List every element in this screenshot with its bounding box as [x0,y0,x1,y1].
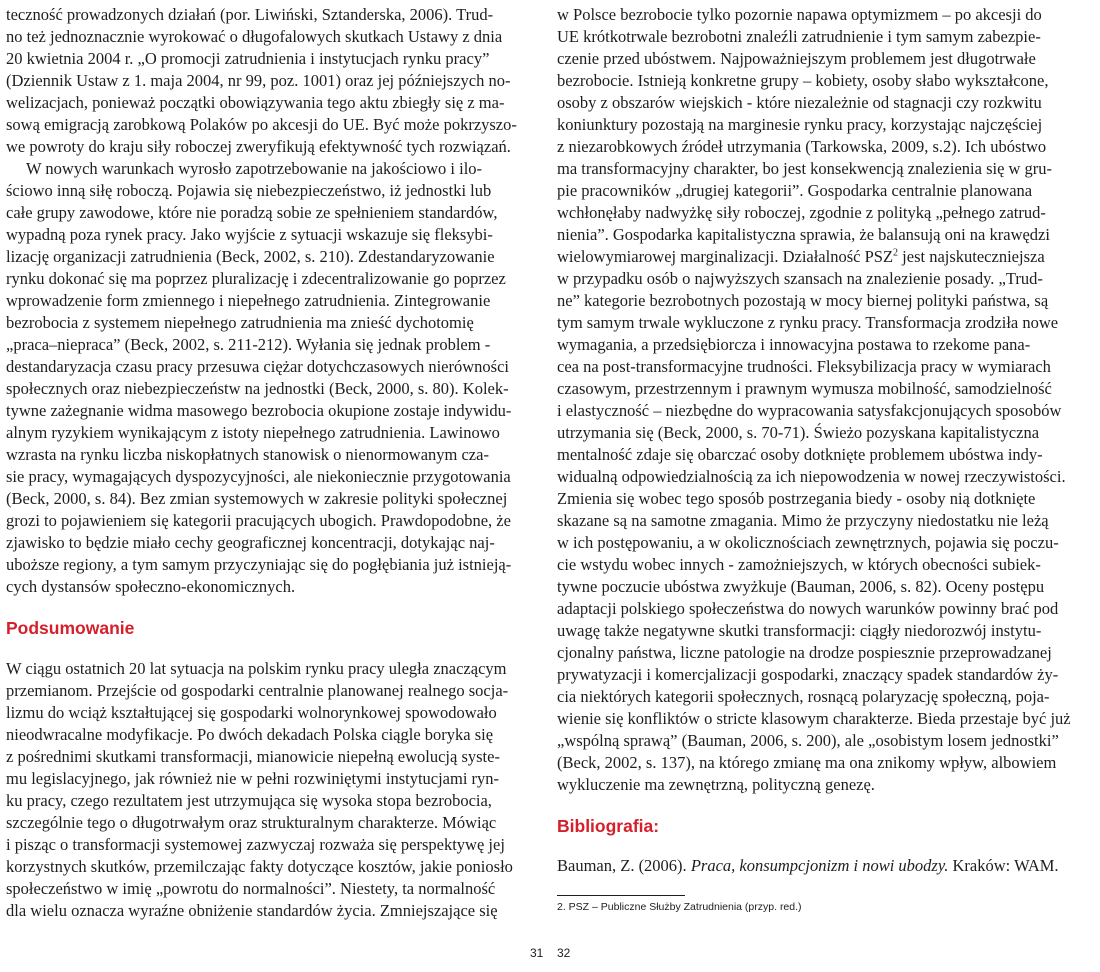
text-line: i pisząc o transformacji systemowej zazwyczaj rozważa się perspektywę jej [6,835,505,854]
text-line: alnym ryzykiem wynikającym z istoty niepełnego zatrudnienia. Lawinowo [6,423,500,442]
text-line: sową emigracją zarobkową Polaków po akcesji do UE. Być może pokrzyszo- [6,115,517,134]
text-line: Zmienia się wobec tego sposób postrzegania biedy - osoby nią dotknięte [557,489,1036,508]
text-line: cych dystansów społeczno-ekonomicznych. [6,577,296,596]
text-line: w Polsce bezrobocie tylko pozornie napawa optymizmem – po akcesji do [557,5,1042,24]
text-line: wprowadzenie form zmiennego i niepełnego zatrudnienia. Zintegrowanie [6,291,491,310]
text-line: ma transformacyjny charakter, bo jest konsekwencją znalezienia się w gru- [557,159,1053,178]
text-segment: jest najskuteczniejsza [898,247,1045,266]
text-line: koniunktury pozostają na marginesie rynku pracy, korzystając najczęściej [557,115,1043,134]
footnote-divider [557,895,685,896]
text-line: teczność prowadzonych działań (por. Liwiński, Sztanderska, 2006). Trud- [6,5,494,24]
text-line: społeczeństwo w imię „powrotu do normalności”. Niestety, ta normalność [6,879,496,898]
text-line: welizacjach, ponieważ początki obowiązywania tego aktu zbiegły się z ma- [6,93,505,112]
text-line: uboższe regiony, a tym samym przyczyniając się do pogłębiania już istnieją- [6,555,512,574]
text-line: tywne poczucie ubóstwa zwyżkuje (Bauman, 2006, s. 82). Oceny postępu [557,577,1045,596]
text-line: bezrobocie. Istnieją konkretne grupy – kobiety, osoby słabo wykształcone, [557,71,1049,90]
text-line: utrzymania się (Beck, 2000, s. 70-71). Świeżo pozyskana kapitalistyczna [557,423,1040,442]
text-line: (Dziennik Ustaw z 1. maja 2004, nr 99, poz. 1001) oraz jej późniejszych no- [6,71,511,90]
text-line: mentalność zdaje się obarczać osoby dotknięte problemem ubóstwa indy- [557,445,1043,464]
text-line: cie wstydu wobec innych - zamożniejszych, w których obecności subiek- [557,555,1041,574]
text-line: dla wielu oznacza wyraźne obniżenie standardów życia. Zmniejszające się [6,901,498,920]
bibliography-author-year: Bauman, Z. (2006). [557,856,691,875]
text-line: UE krótkotrwale bezrobotni znaleźli zatrudnienie i tym samym zabezpie- [557,27,1041,46]
bibliography-publisher: Kraków: WAM. [948,856,1059,875]
section-heading-summary: Podsumowanie [6,618,135,638]
page-number-right: 32 [557,946,571,960]
footnote: 2. PSZ – Publiczne Służby Zatrudnienia (przyp. red.) [557,901,802,913]
text-line: w ich postępowaniu, a w okolicznościach zewnętrznych, pojawia się poczu- [557,533,1059,552]
text-line: wypadną poza rynek pracy. Jako wyjście z sytuacji wskazuje się fleksybi- [6,225,493,244]
text-line [557,246,1094,268]
text-line: widualną odpowiedzialnością za ich niepowodzenia w nowej rzeczywistości. [557,467,1066,486]
text-line: nieodwracalne modyfikacje. Po dwóch dekadach Polska ciągle boryka się [6,725,494,744]
footnote-reference[interactable]: 2 [893,247,899,259]
text-line: tym samym trwale wykluczone z rynku pracy. Transformacja zrodziła nowe [557,313,1059,332]
text-line: korzystnych skutków, przemilczając fakty dotyczące kosztów, jakie poniosło [6,857,513,876]
text-line: cjonalny państwa, liczne patologie na drodze pospiesznie przeprowadzanej [557,643,1052,662]
text-line: tywne zażegnanie widma masowego bezrobocia okupione zostaje indywidu- [6,401,512,420]
text-line: (Beck, 2000, s. 84). Bez zmian systemowych w zakresie polityki społecznej [6,489,508,508]
text-line: i elastyczność – niezbędne do wypracowania satysfakcjonujących sposobów [557,401,1062,420]
text-line: we powroty do kraju siły roboczej zweryfikują efektywność tych rozwiązań. [6,137,511,156]
text-line: „praca–niepraca” (Beck, 2002, s. 211-212). Wyłania się jednak problem - [6,335,491,354]
text-line: bezrobocia z systemem niepełnego zatrudnienia ma znieść dychotomię [6,313,474,332]
text-line: „wspólną sprawą” (Bauman, 2006, s. 200), ale „osobistym losem jednostki” [557,731,1059,750]
bibliography-title: Praca, konsumpcjonizm i nowi ubodzy. [690,856,949,875]
text-line: przemianom. Przejście od gospodarki centralnie planowanej realnego socja- [6,681,509,700]
text-line: uwagę także negatywne skutki transformacji: ciągły niedorozwój instytu- [557,621,1042,640]
text-line: z niezarobkowych źródeł utrzymania (Tarkowska, 2009, s.2). Ich ubóstwo [557,137,1047,156]
text-line: społecznych oraz niebezpieczeństw na jednostki (Beck, 2000, s. 80). Kolek- [6,379,509,398]
text-line: skazane są na samotne zmagania. Mimo że przyczyny niedostatku nie leżą [557,511,1049,530]
text-line: lizację organizacji zatrudnienia (Beck, 2002, s. 210). Zdestandaryzowanie [6,247,495,266]
text-line: W ciągu ostatnich 20 lat sytuacja na polskim rynku pracy uległa znaczącym [6,659,507,678]
text-line: osoby z obszarów wiejskich - które niezależnie od stagnacji czy rozkwitu [557,93,1042,112]
text-line: lizmu do wciąż kształtującej się gospodarki wolnorynkowej spowodowało [6,703,497,722]
text-line: adaptacji polskiego społeczeństwa do nowych warunków powinny brać pod [557,599,1059,618]
text-line: wienie się konfliktów o stricte klasowym charakterze. Bieda przestaje być już [557,709,1071,728]
text-line: destandaryzacja czasu pracy przesuwa ciężar dotychczasowych nierówności [6,357,509,376]
text-line: wzrasta na rynku liczba niskopłatnych stanowisk o nienormowanym cza- [6,445,489,464]
text-line: sie pracy, wymagających dyspozycyjności, ale niekoniecznie przygotowania [6,467,511,486]
text-line: zjawisko to będzie miało cechy geograficznej koncentracji, dotykając naj- [6,533,495,552]
paragraph-continuation [6,4,544,158]
text-line: rynku dokonać się ma poprzez pluralizację i zdecentralizowanie go poprzez [6,269,506,288]
text-line: pie pracowników „drugiej kategorii”. Gospodarka centralnie planowana [557,181,1033,200]
text-line: no też jednoznacznie wyrokować o długofalowych skutkach Ustawy z dnia [6,27,503,46]
text-line: ku pracy, czego rezultatem jest utrzymująca się wysoka stopa bezrobocia, [6,791,492,810]
left-column [6,4,544,922]
paragraph-continuation [557,4,1094,796]
text-segment: wielowymiarowej marginalizacji. Działalność PSZ [557,247,894,266]
section-heading-bibliography: Bibliografia: [557,816,660,836]
text-line: wykluczenie ma zewnętrzną, polityczną genezę. [557,775,875,794]
bibliography-entry [557,855,1094,877]
text-line: szczególnie tego o długotrwałym oraz strukturalnym charakterze. Mówiąc [6,813,497,832]
right-column [557,4,1094,914]
text-line: prywatyzacji i komercjalizacji gospodarki, znaczący spadek standardów ży- [557,665,1059,684]
text-line: ściowo inną siłę roboczą. Pojawia się niebezpieczeństwo, iż jednostki lub [6,181,492,200]
text-line: cia niektórych kategorii społecznych, rosnącą polaryzację społeczną, poja- [557,687,1050,706]
text-line: wymagania, a przedsiębiorcza i innowacyjna postawa to rzekome pana- [557,335,1031,354]
text-line: całe grupy zawodowe, które nie poradzą sobie ze spełnieniem standardów, [6,203,498,222]
text-line: z pośrednimi skutkami transformacji, mianowicie niepełną ewolucją syste- [6,747,500,766]
text-line: czasowym, przestrzennym i prawnym wymusza mobilność, samodzielność [557,379,1052,398]
text-line: mu legislacyjnego, jak również nie w pełni rozwiniętymi instytucjami ryn- [6,769,500,788]
paragraph [6,658,544,922]
text-line: (Beck, 2002, s. 137), na którego zmianę ma ona znikomy wpływ, albowiem [557,753,1057,772]
text-line: W nowych warunkach wyrosło zapotrzebowanie na jakościowo i ilo- [26,159,483,178]
text-line: w przypadku osób o najwyższych szansach na znalezienie posady. „Trud- [557,269,1043,288]
text-line: grozi to pojawieniem się kategorii pracujących ubogich. Prawdopodobne, że [6,511,511,530]
text-line: 20 kwietnia 2004 r. „O promocji zatrudnienia i instytucjach rynku pracy” [6,49,490,68]
text-line: ne” kategorie bezrobotnych pozostają w mocy biernej polityki państwa, są [557,291,1049,310]
text-line: nienia”. Gospodarka kapitalistyczna sprawia, że balansują oni na krawędzi [557,225,1050,244]
text-line: cea na post-transformacyjne trudności. Fleksybilizacja pracy w wymiarach [557,357,1051,376]
paragraph [6,158,544,598]
text-line: czenie przed ubóstwem. Najpoważniejszym problemem jest długotrwałe [557,49,1036,68]
text-line: wchłonęłaby nadwyżkę siły roboczej, zgodnie z polityką „pełnego zatrud- [557,203,1046,222]
page-number-left: 31 [530,946,544,960]
